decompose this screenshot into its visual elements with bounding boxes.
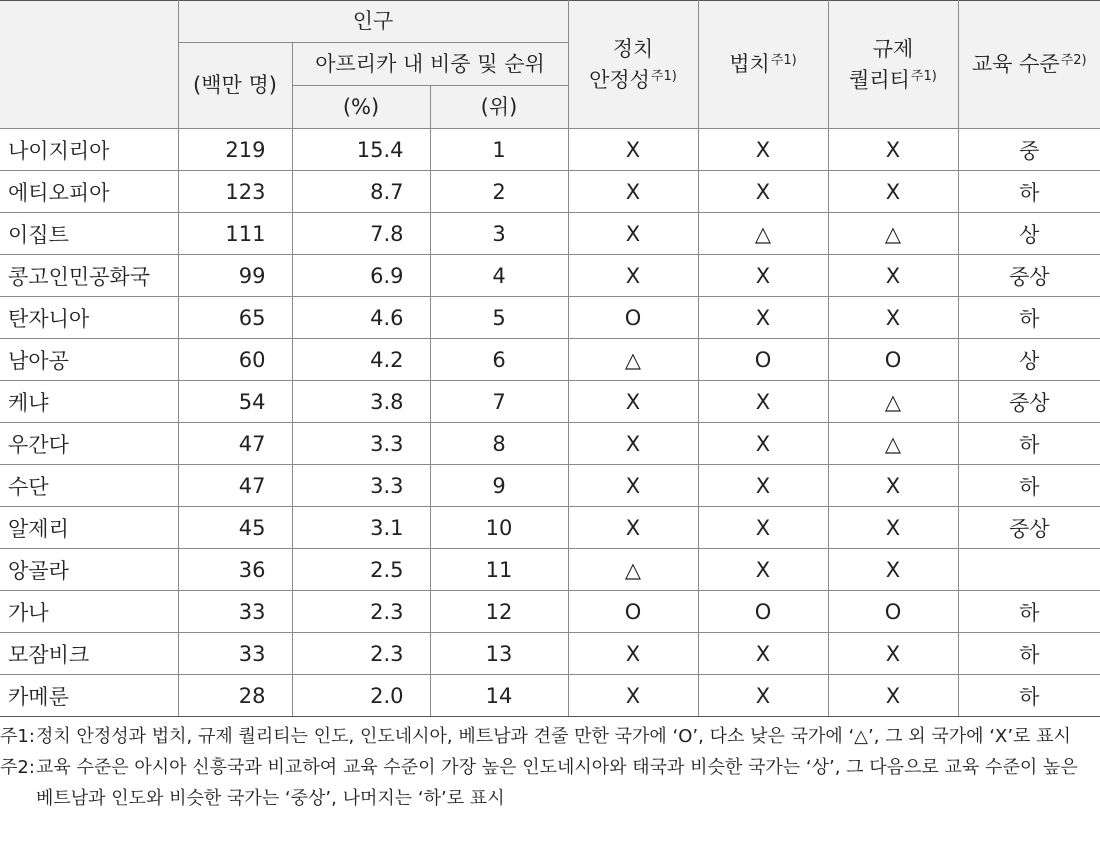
cell-share: 6.9 (292, 255, 430, 297)
cell-education: 하 (958, 591, 1100, 633)
table-row (0, 213, 1100, 255)
cell-regulatory-quality: O (828, 339, 958, 381)
cell-rule-of-law: X (698, 423, 828, 465)
footnote-ref-1: 주1) (650, 68, 677, 84)
cell-rank: 8 (430, 423, 568, 465)
cell-regulatory-quality: O (828, 591, 958, 633)
footnote-ref-1: 주1) (910, 68, 937, 84)
footnote-label: 주2: (0, 757, 35, 778)
table-row (0, 339, 1100, 381)
table-row (0, 171, 1100, 213)
cell-rule-of-law: X (698, 633, 828, 675)
cell-rank: 1 (430, 129, 568, 171)
cell-political-stability: O (568, 297, 698, 339)
cell-regulatory-quality: X (828, 465, 958, 507)
cell-population: 99 (178, 255, 292, 297)
cell-population: 33 (178, 591, 292, 633)
header-political-line2-wrap (569, 65, 698, 95)
cell-share: 15.4 (292, 129, 430, 171)
header-regulatory-line2: 퀄리티 (849, 67, 910, 92)
table-row (0, 465, 1100, 507)
table-row (0, 549, 1100, 591)
cell-rank: 2 (430, 171, 568, 213)
cell-population: 219 (178, 129, 292, 171)
cell-regulatory-quality: X (828, 675, 958, 717)
header-rank: (위) (430, 86, 568, 129)
cell-regulatory-quality: X (828, 255, 958, 297)
table-row (0, 381, 1100, 423)
cell-political-stability: X (568, 381, 698, 423)
table-row (0, 591, 1100, 633)
cell-country: 앙골라 (0, 549, 178, 591)
cell-political-stability: X (568, 171, 698, 213)
cell-education: 중상 (958, 381, 1100, 423)
cell-political-stability: X (568, 675, 698, 717)
cell-regulatory-quality: △ (828, 213, 958, 255)
cell-population: 47 (178, 423, 292, 465)
cell-country: 나이지리아 (0, 129, 178, 171)
table-row (0, 255, 1100, 297)
cell-regulatory-quality: X (828, 507, 958, 549)
cell-country: 카메룬 (0, 675, 178, 717)
cell-rule-of-law: X (698, 465, 828, 507)
cell-country: 콩고인민공화국 (0, 255, 178, 297)
header-pct: (%) (292, 86, 430, 129)
footnote-ref-1: 주1) (770, 53, 797, 69)
header-education-label: 교육 수준 (971, 52, 1060, 77)
cell-share: 8.7 (292, 171, 430, 213)
cell-country: 에티오피아 (0, 171, 178, 213)
cell-share: 3.3 (292, 465, 430, 507)
cell-population: 111 (178, 213, 292, 255)
cell-rule-of-law: △ (698, 213, 828, 255)
cell-population: 45 (178, 507, 292, 549)
cell-rank: 12 (430, 591, 568, 633)
footnote-text: 교육 수준은 아시아 신흥국과 비교하여 교육 수준이 가장 높은 인도네시아와 태국과 비슷한 국가는 ‘상’, 그 다음으로 교육 수준이 높은 베트남과 인도와 비슷한 국가는 ‘중상’, 나머지는 ‘하’로 표시 (36, 757, 1078, 809)
cell-country: 이집트 (0, 213, 178, 255)
cell-rank: 13 (430, 633, 568, 675)
cell-share: 2.3 (292, 633, 430, 675)
cell-education: 하 (958, 633, 1100, 675)
cell-rank: 7 (430, 381, 568, 423)
cell-rank: 6 (430, 339, 568, 381)
cell-regulatory-quality: X (828, 171, 958, 213)
cell-regulatory-quality: △ (828, 423, 958, 465)
cell-regulatory-quality: X (828, 297, 958, 339)
cell-share: 2.5 (292, 549, 430, 591)
header-political-stability (568, 1, 698, 129)
cell-political-stability: O (568, 591, 698, 633)
cell-rule-of-law: X (698, 675, 828, 717)
cell-rule-of-law: O (698, 339, 828, 381)
cell-country: 탄자니아 (0, 297, 178, 339)
cell-population: 36 (178, 549, 292, 591)
footnotes (0, 721, 1100, 814)
cell-country: 알제리 (0, 507, 178, 549)
cell-rank: 3 (430, 213, 568, 255)
cell-rule-of-law: X (698, 549, 828, 591)
cell-political-stability: X (568, 423, 698, 465)
header-country (0, 1, 178, 129)
header-education (958, 1, 1100, 129)
cell-education: 하 (958, 465, 1100, 507)
cell-rule-of-law: X (698, 297, 828, 339)
cell-education: 하 (958, 423, 1100, 465)
footnote-text: 정치 안정성과 법치, 규제 퀄리티는 인도, 인도네시아, 베트남과 견줄 만한 국가에 ‘O’, 다소 낮은 국가에 ‘△’, 그 외 국가에 ‘X’로 표시 (36, 726, 1071, 747)
footnote-label: 주1: (0, 726, 35, 747)
footnote-1 (0, 721, 1100, 752)
cell-rule-of-law: O (698, 591, 828, 633)
table-header (0, 1, 1100, 129)
cell-political-stability: X (568, 213, 698, 255)
table-row (0, 423, 1100, 465)
cell-political-stability: X (568, 255, 698, 297)
header-rule-of-law-label: 법치 (729, 52, 770, 77)
cell-rule-of-law: X (698, 255, 828, 297)
cell-population: 54 (178, 381, 292, 423)
cell-education: 하 (958, 675, 1100, 717)
cell-share: 4.2 (292, 339, 430, 381)
header-political-line1: 정치 (612, 37, 654, 62)
cell-country: 우간다 (0, 423, 178, 465)
cell-political-stability: X (568, 507, 698, 549)
cell-education: 중상 (958, 507, 1100, 549)
cell-political-stability: X (568, 465, 698, 507)
cell-population: 65 (178, 297, 292, 339)
table-row (0, 675, 1100, 717)
cell-country: 가나 (0, 591, 178, 633)
cell-education: 하 (958, 171, 1100, 213)
table-row (0, 297, 1100, 339)
cell-regulatory-quality: X (828, 129, 958, 171)
cell-political-stability: △ (568, 339, 698, 381)
cell-rank: 11 (430, 549, 568, 591)
cell-country: 모잠비크 (0, 633, 178, 675)
cell-political-stability: X (568, 633, 698, 675)
cell-rule-of-law: X (698, 129, 828, 171)
cell-education: 상 (958, 213, 1100, 255)
cell-population: 123 (178, 171, 292, 213)
cell-political-stability: X (568, 129, 698, 171)
cell-population: 28 (178, 675, 292, 717)
cell-education (958, 549, 1100, 591)
header-rule-of-law (698, 1, 828, 129)
cell-share: 2.3 (292, 591, 430, 633)
cell-rule-of-law: X (698, 507, 828, 549)
footnote-2 (0, 752, 1100, 814)
cell-rank: 10 (430, 507, 568, 549)
cell-rule-of-law: X (698, 171, 828, 213)
cell-population: 47 (178, 465, 292, 507)
table-row (0, 633, 1100, 675)
cell-country: 수단 (0, 465, 178, 507)
cell-country: 케냐 (0, 381, 178, 423)
cell-rank: 9 (430, 465, 568, 507)
cell-share: 2.0 (292, 675, 430, 717)
header-political-line2: 안정성 (589, 67, 650, 92)
cell-country: 남아공 (0, 339, 178, 381)
table-body (0, 129, 1100, 717)
cell-education: 중 (958, 129, 1100, 171)
cell-rule-of-law: X (698, 381, 828, 423)
cell-rank: 4 (430, 255, 568, 297)
cell-rank: 5 (430, 297, 568, 339)
header-regulatory-line1: 규제 (872, 37, 914, 62)
header-share-rank: 아프리카 내 비중 및 순위 (292, 43, 568, 86)
cell-share: 3.1 (292, 507, 430, 549)
cell-regulatory-quality: X (828, 549, 958, 591)
header-regulatory-line2-wrap (829, 65, 958, 95)
header-unit-millions: (백만 명) (178, 43, 292, 129)
cell-regulatory-quality: X (828, 633, 958, 675)
cell-population: 60 (178, 339, 292, 381)
cell-share: 3.3 (292, 423, 430, 465)
footnote-ref-2: 주2) (1060, 53, 1087, 69)
table-row (0, 129, 1100, 171)
cell-rank: 14 (430, 675, 568, 717)
header-population: 인구 (178, 1, 568, 43)
cell-education: 하 (958, 297, 1100, 339)
cell-population: 33 (178, 633, 292, 675)
cell-education: 상 (958, 339, 1100, 381)
cell-regulatory-quality: △ (828, 381, 958, 423)
table-row (0, 507, 1100, 549)
cell-share: 7.8 (292, 213, 430, 255)
cell-share: 3.8 (292, 381, 430, 423)
header-regulatory-quality (828, 1, 958, 129)
cell-share: 4.6 (292, 297, 430, 339)
cell-political-stability: △ (568, 549, 698, 591)
cell-education: 중상 (958, 255, 1100, 297)
